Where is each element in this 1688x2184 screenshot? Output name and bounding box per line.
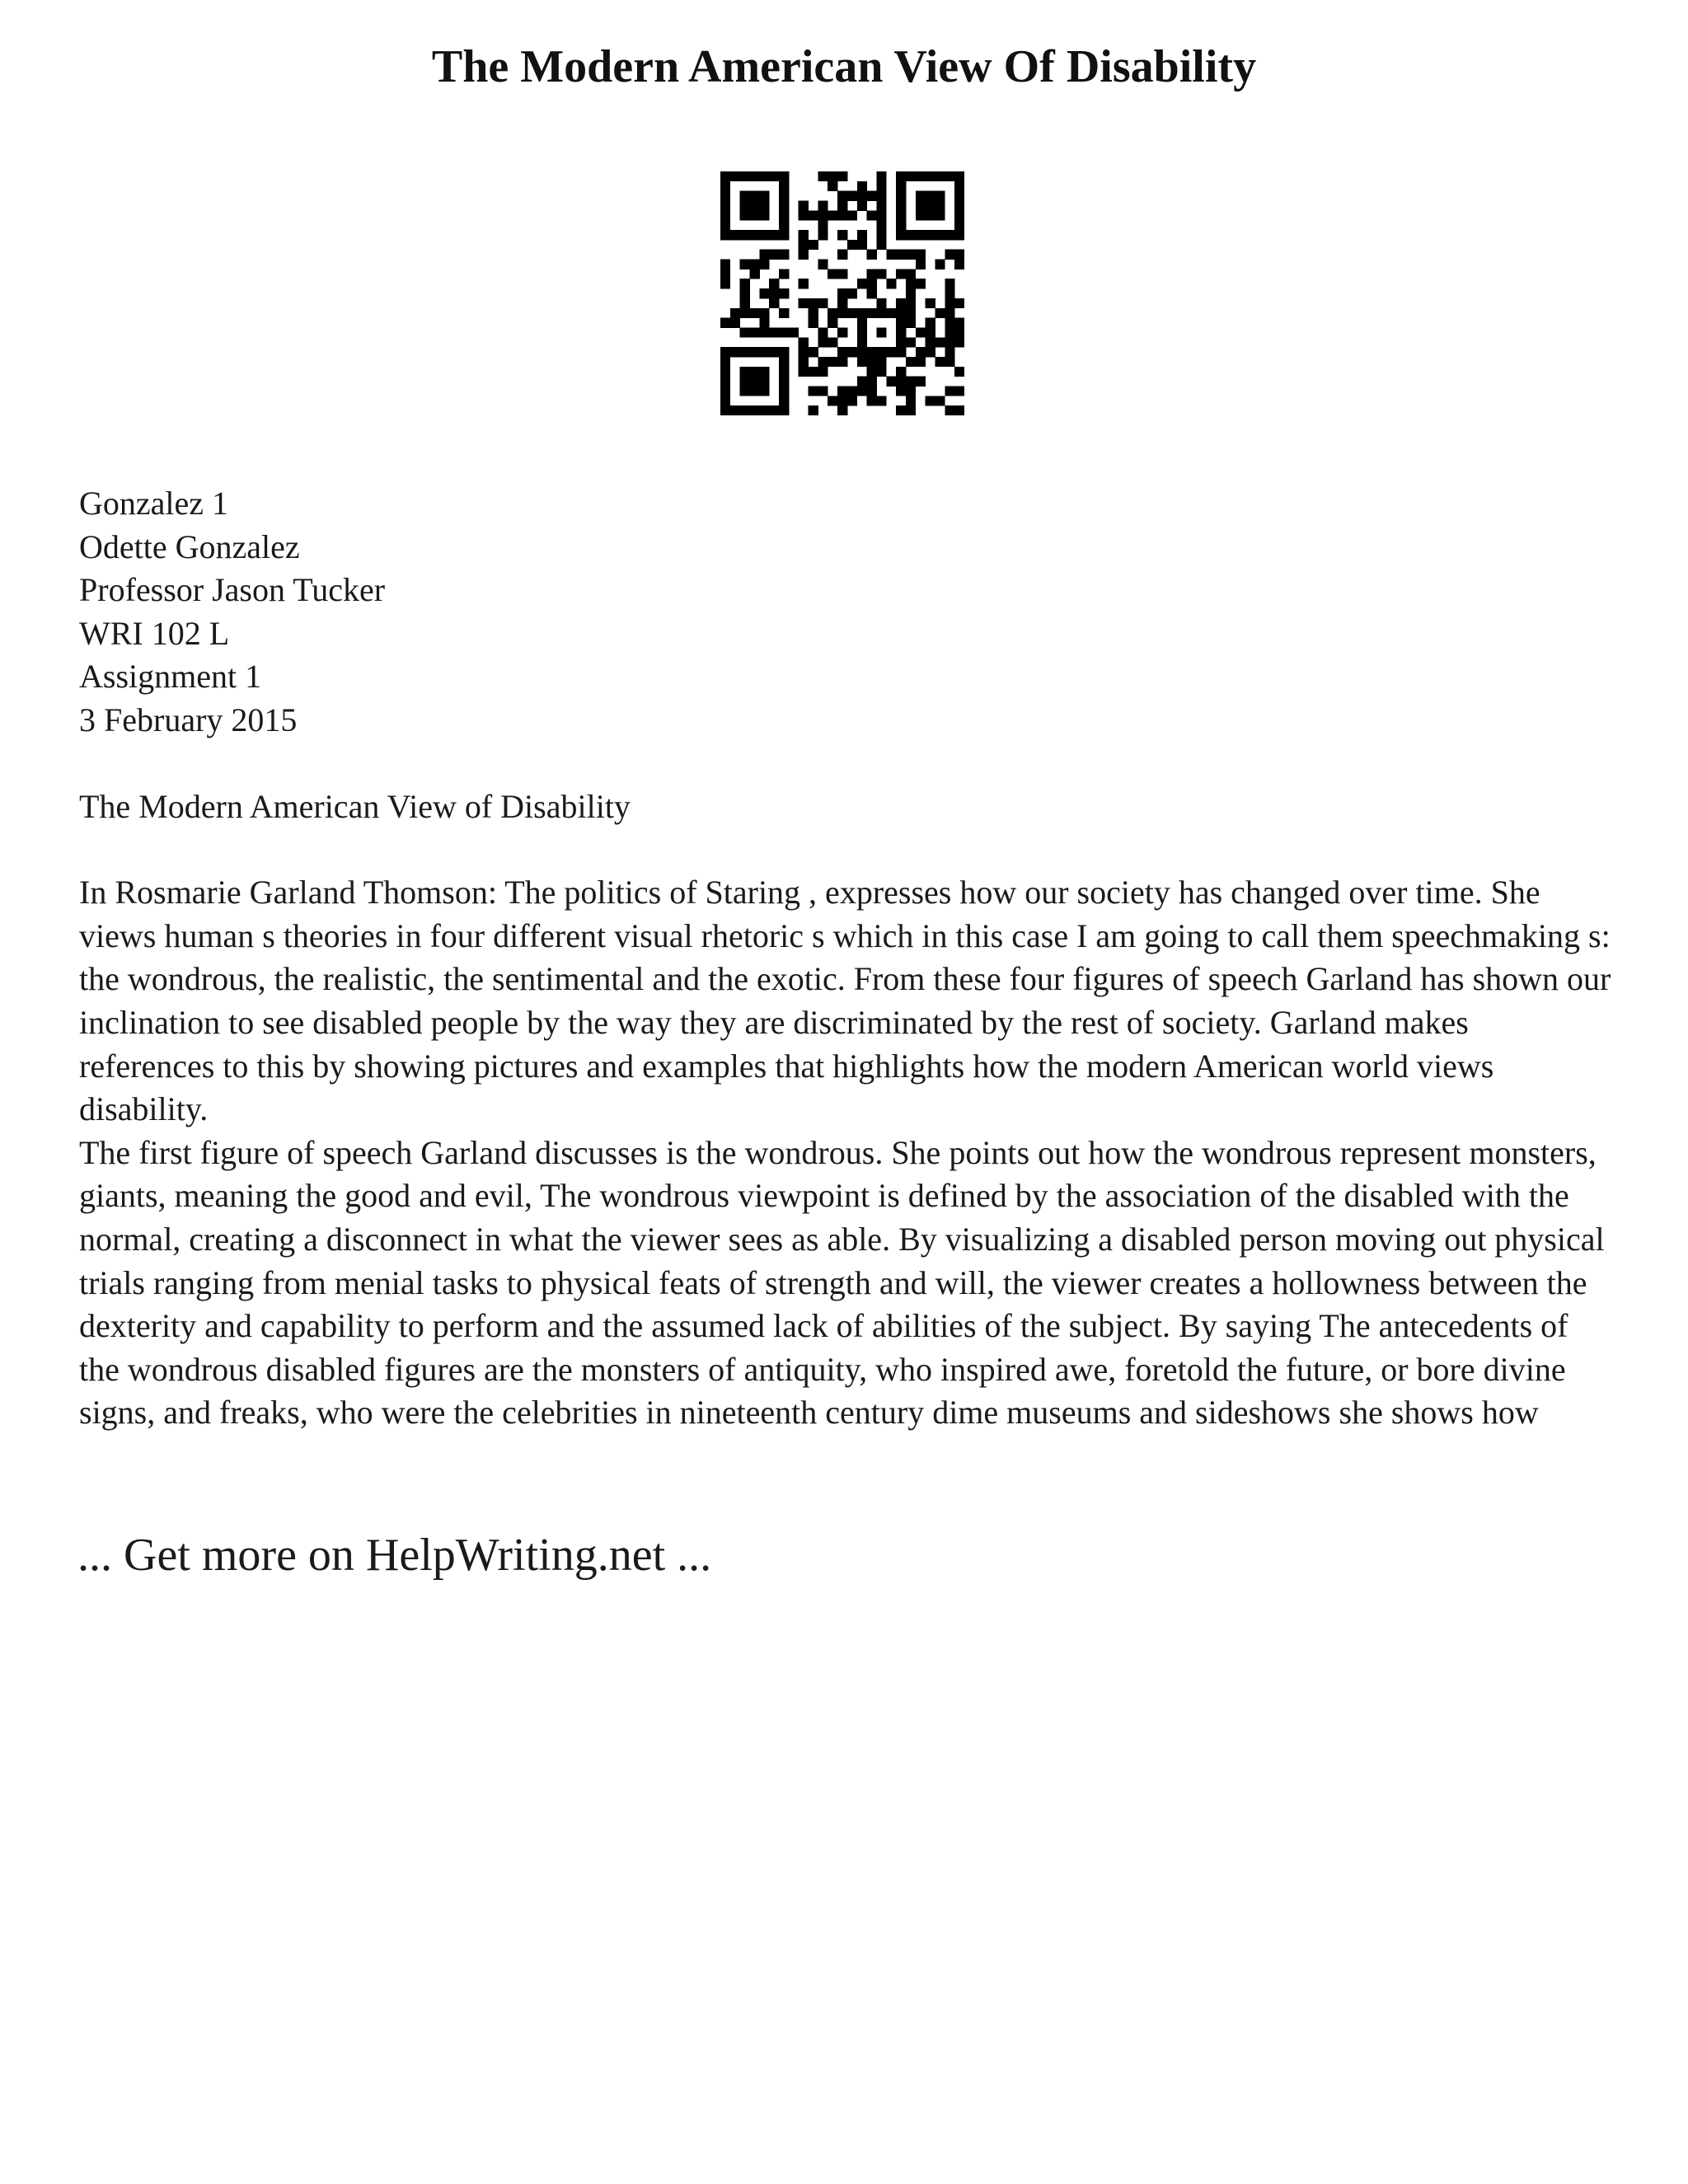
header-date: 3 February 2015 [79,701,298,738]
header-author: Odette Gonzalez [79,527,300,565]
essay-title: The Modern American View of Disability [79,787,631,825]
header-course: WRI 102 L [79,614,230,652]
header-page-number: Gonzalez 1 [79,485,229,522]
document-body [79,482,1612,1435]
get-more-link[interactable]: ... Get more on HelpWriting.net ... [77,1530,712,1581]
header-professor: Professor Jason Tucker [79,571,386,609]
header-assignment: Assignment 1 [79,658,262,696]
document-title: The Modern American View Of Disability [431,41,1257,92]
paragraph: In Rosmarie Garland Thomson: The politics of Staring , expresses how our society has changed over time. She views human s theories in four different visual rhetoric s which in this case I am going to call them speechmaking s: the wondrous, the realistic, the sentimental and the exotic. From these four figures of speech Garland has shown our inclination to see disabled people by the way they are discriminated by the rest of society. Garland makes references to this by showing pictures and examples that highlights how the modern American world views disability. [79,874,1611,1128]
paragraph: The first figure of speech Garland discusses is the wondrous. She points out how the wondrous represent monsters, giants, meaning the good and evil, The wondrous viewpoint is defined by the association of the disabled with the normal, creating a disconnect in what the viewer sees as able. By visualizing a disabled person moving out physical trials ranging from menial tasks to physical feats of strength and will, the viewer creates a hollowness between the dexterity and capability to perform and the assumed lack of abilities of the subject. By saying The antecedents of the wondrous disabled figures are the monsters of antiquity, who inspired awe, foretold the future, or bore divine signs, and freaks, who were the celebrities in nineteenth century dime museums and sideshows she shows how [79,1133,1605,1432]
essay-body [79,871,1612,1435]
qr-code-icon [720,171,964,415]
essay-header [79,482,1612,743]
